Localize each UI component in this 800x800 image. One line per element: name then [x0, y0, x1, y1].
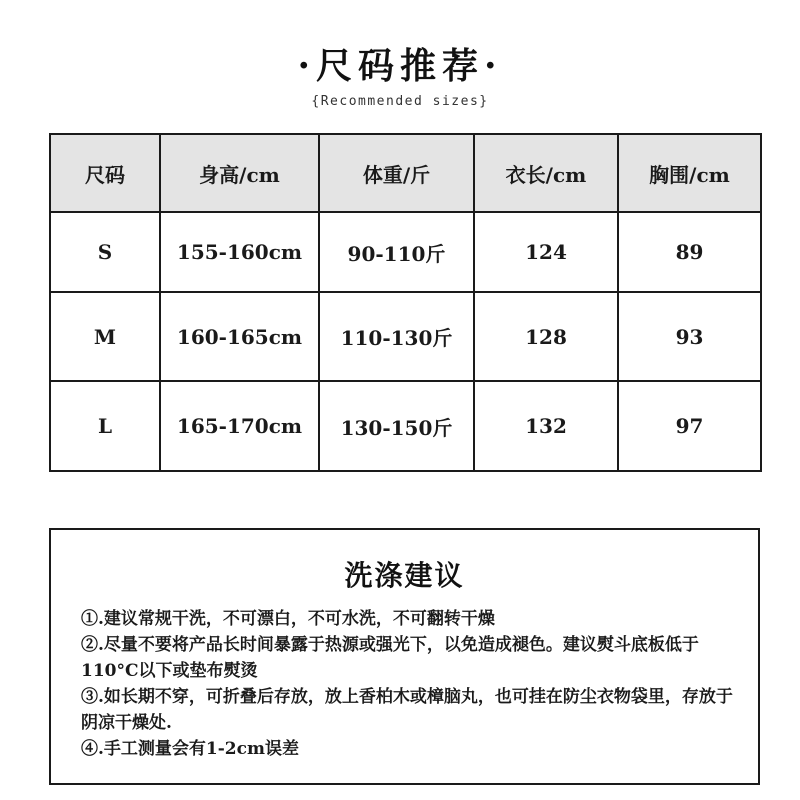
- table-row: [50, 381, 761, 471]
- table-cell: 160-165cm: [160, 292, 319, 381]
- table-cell: 130-150斤: [319, 381, 474, 471]
- table-row: [50, 212, 761, 292]
- table-cell: 97: [618, 381, 761, 471]
- column-header-weight: 体重/斤: [319, 134, 474, 212]
- table-header-row: [50, 134, 761, 212]
- care-title: 洗涤建议: [344, 559, 465, 592]
- table-cell: 155-160cm: [160, 212, 319, 292]
- column-header-size: 尺码: [50, 134, 160, 212]
- table-cell: 89: [618, 212, 761, 292]
- column-header-length: 衣长/cm: [474, 134, 618, 212]
- table-cell: 124: [474, 212, 618, 292]
- header: [0, 40, 800, 109]
- table-cell: S: [50, 212, 160, 292]
- table-cell: 90-110斤: [319, 212, 474, 292]
- list-item: ①.建议常规干洗，不可漂白，不可水洗，不可翻转干燥: [81, 609, 495, 629]
- table-cell: 128: [474, 292, 618, 381]
- table-cell: L: [50, 381, 160, 471]
- care-list: [81, 606, 741, 762]
- table-cell: 132: [474, 381, 618, 471]
- table-cell: 165-170cm: [160, 381, 319, 471]
- list-item: ④.手工测量会有1-2cm误差: [81, 739, 299, 759]
- table-cell: 110-130斤: [319, 292, 474, 381]
- table-cell: M: [50, 292, 160, 381]
- care-instructions-box: [49, 528, 760, 785]
- page-title: ·尺码推荐·: [297, 45, 503, 87]
- list-item: ②.尽量不要将产品长时间暴露于热源或强光下，以免造成褪色。建议熨斗底板低于110°C以下或垫布熨烫: [81, 635, 699, 681]
- table-cell: 93: [618, 292, 761, 381]
- list-item: ③.如长期不穿，可折叠后存放，放上香柏木或樟脑丸，也可挂在防尘衣物袋里，存放于阴凉干燥处.: [81, 687, 733, 733]
- page-subtitle: {Recommended sizes}: [311, 94, 489, 109]
- column-header-chest: 胸围/cm: [618, 134, 761, 212]
- size-table: [49, 133, 762, 472]
- column-header-height: 身高/cm: [160, 134, 319, 212]
- table-row: [50, 292, 761, 381]
